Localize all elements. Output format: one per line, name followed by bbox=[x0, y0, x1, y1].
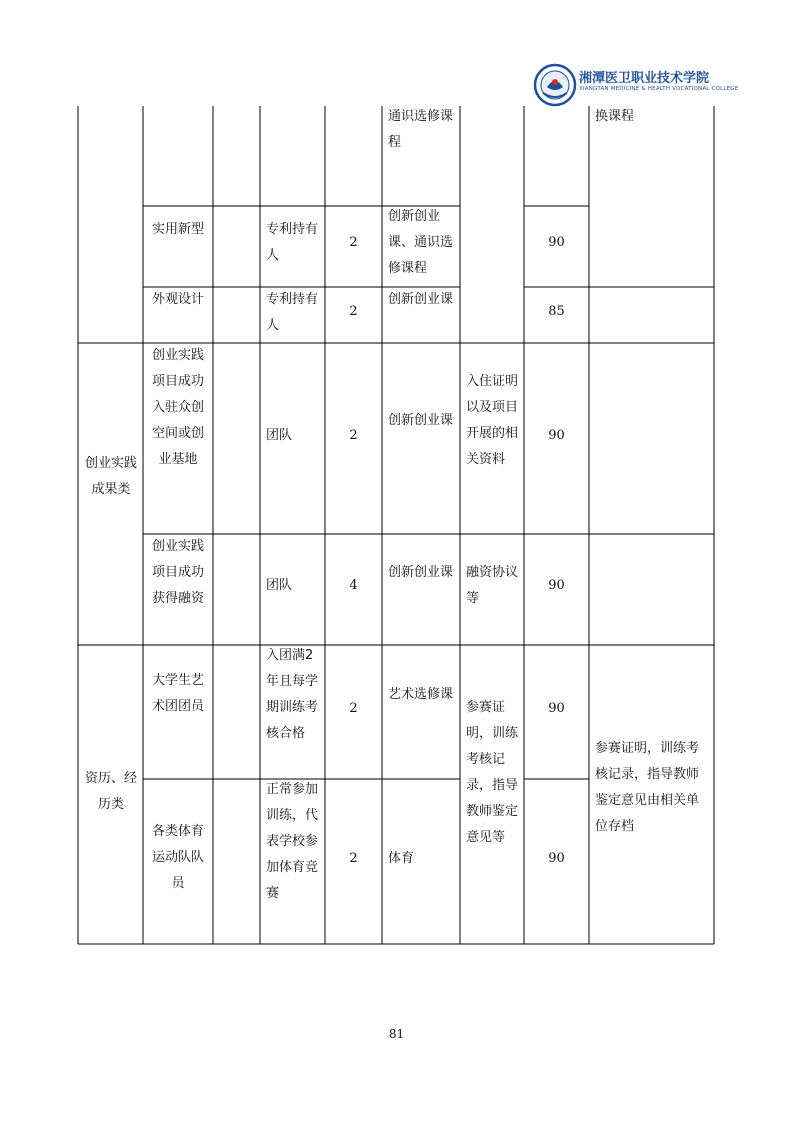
table-cell: 专利持有人 bbox=[266, 222, 319, 263]
table-cell: 创业实践项目成功入驻众创空间或创业基地 bbox=[151, 348, 204, 467]
logo-chinese-name: 湘潭医卫职业技术学院 bbox=[579, 71, 710, 86]
table-cell: 艺术选修课 bbox=[388, 687, 454, 702]
table-cell: 创新创业课 bbox=[388, 413, 454, 428]
table-cell: 90 bbox=[548, 851, 565, 866]
table-cell: 入住证明以及项目开展的相关资料 bbox=[466, 374, 519, 467]
table-cell: 创新创业课 bbox=[388, 565, 454, 580]
table-cell: 正常参加训练，代表学校参加体育竞赛 bbox=[266, 782, 319, 901]
table-cell: 创新创业课、通识选修课程 bbox=[388, 209, 454, 276]
table-cell: 实用新型 bbox=[151, 222, 204, 237]
table-cell: 2 bbox=[349, 851, 358, 866]
table-cell: 通识选修课程 bbox=[388, 109, 454, 150]
table-cell: 各类体育运动队队员 bbox=[151, 824, 204, 891]
table-cell: 2 bbox=[349, 235, 358, 250]
table-cell: 90 bbox=[548, 428, 565, 443]
table-cell: 2 bbox=[349, 304, 358, 319]
table-cell: 融资协议等 bbox=[466, 565, 519, 606]
table-cell: 团队 bbox=[266, 428, 293, 443]
table-cell: 体育 bbox=[388, 851, 415, 866]
table-cell: 4 bbox=[349, 578, 358, 593]
table-cell: 85 bbox=[548, 304, 565, 319]
table-cell: 创新创业课 bbox=[388, 292, 454, 307]
table-cell: 入团满2年且每学期训练考核合格 bbox=[266, 648, 319, 741]
table-cell: 外观设计 bbox=[151, 292, 204, 307]
table-cell: 参赛证明，训练考核记录，指导教师鉴定意见等 bbox=[466, 700, 519, 845]
table-cell: 创业实践项目成功获得融资 bbox=[151, 539, 204, 606]
table-cell: 创业实践成果类 bbox=[84, 456, 137, 497]
table-cell: 2 bbox=[349, 701, 358, 716]
table-cell: 换课程 bbox=[595, 109, 635, 124]
table-cell: 专利持有人 bbox=[266, 292, 319, 333]
table-cell: 参赛证明，训练考核记录，指导教师鉴定意见由相关单位存档 bbox=[595, 741, 700, 834]
page-number: 81 bbox=[388, 1027, 405, 1041]
table-cell: 大学生艺术团团员 bbox=[151, 673, 204, 714]
table-cell: 90 bbox=[548, 235, 565, 250]
table-cell: 2 bbox=[349, 428, 358, 443]
table-cell: 90 bbox=[548, 578, 565, 593]
logo-english-name: XIANGTAN MEDICINE & HEALTH VOCATIONAL COLLEGE bbox=[579, 86, 739, 92]
table-cell: 团队 bbox=[266, 578, 293, 593]
table-cell: 90 bbox=[548, 701, 565, 716]
table-cell: 资历、经历类 bbox=[84, 771, 137, 812]
